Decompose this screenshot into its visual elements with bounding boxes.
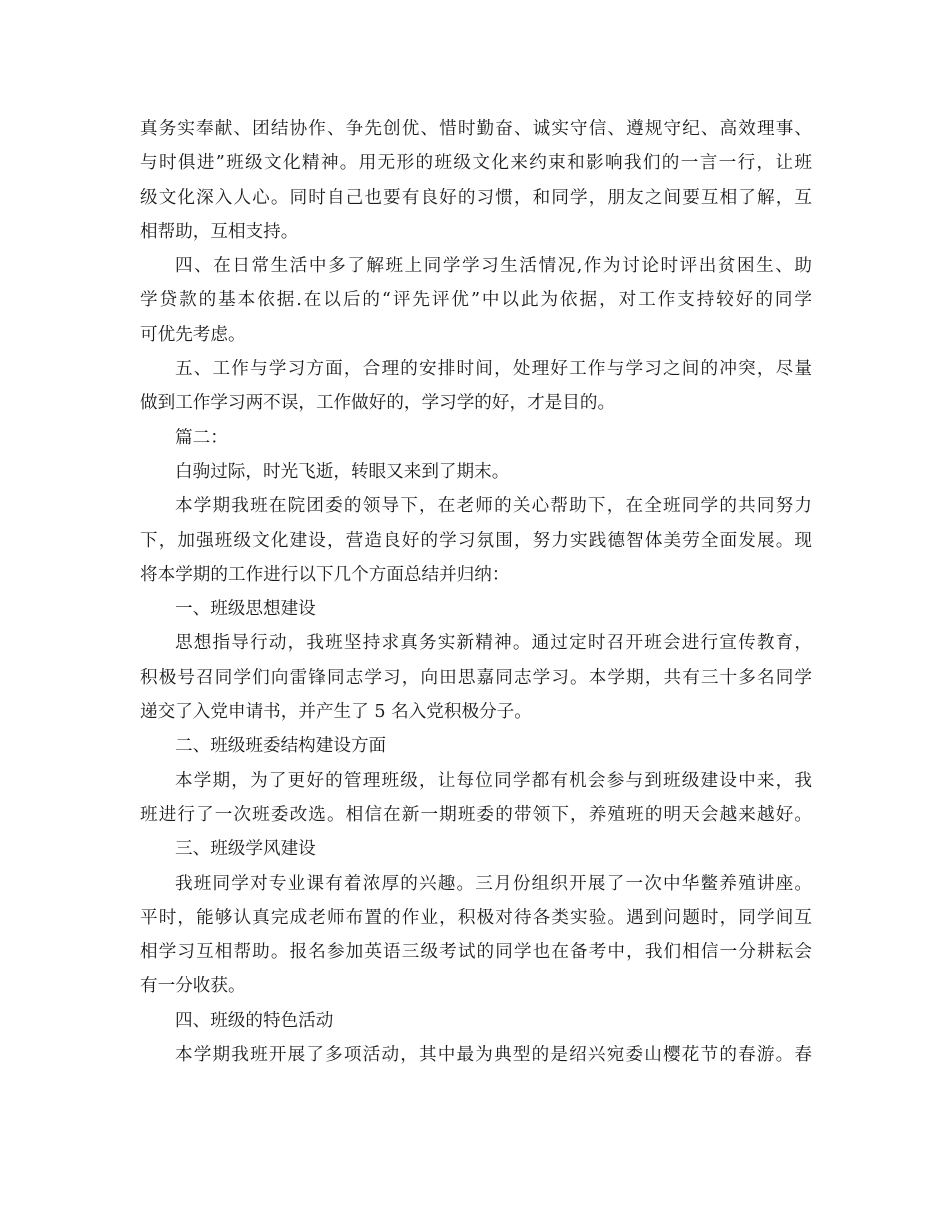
text-line: 真务实奉献、团结协作、争先创优、惜时勤奋、诚实守信、遵规守纪、高效理事、 — [140, 119, 812, 139]
text-line: 篇二： — [175, 427, 228, 448]
text-line: 级文化深入人心。同时自己也要有良好的习惯，和同学，朋友之间要互相了解，互 — [140, 187, 812, 208]
text-line: 与时俱进”班级文化精神。用无形的班级文化来约束和影响我们的一言一行，让班 — [140, 153, 812, 174]
text-line: 下，加强班级文化建设，营造良好的学习氛围，努力实践德智体美劳全面发展。现 — [140, 530, 812, 551]
text-line: 白驹过际，时光飞逝，转眼又来到了期末。 — [175, 461, 510, 482]
text-line: 平时，能够认真完成老师布置的作业，积极对待各类实验。遇到问题时，同学间互 — [140, 907, 812, 928]
text-line: 四、在日常生活中多了解班上同学学习生活情况,作为讨论时评出贫困生、助 — [175, 256, 812, 277]
text-line: 学贷款的基本依据.在以后的“评先评优”中以此为依据，对工作支持较好的同学 — [140, 290, 812, 311]
text-line: 可优先考虑。 — [140, 324, 246, 345]
text-line: 一、班级思想建设 — [175, 599, 316, 620]
text-line: 五、工作与学习方面，合理的安排时间，处理好工作与学习之间的冲突，尽量 — [175, 359, 812, 380]
text-line: 二、班级班委结构建设方面 — [175, 736, 387, 757]
text-line: 做到工作学习两不误，工作做好的，学习学的好，才是目的。 — [140, 393, 616, 414]
text-line: 相学习互相帮助。报名参加英语三级考试的同学也在备考中，我们相信一分耕耘会 — [140, 942, 812, 963]
text-line: 将本学期的工作进行以下几个方面总结并归纳： — [140, 564, 510, 585]
text-line: 本学期我班在院团委的领导下，在老师的关心帮助下，在全班同学的共同努力 — [175, 496, 812, 517]
text-line: 相帮助，互相支持。 — [140, 221, 299, 242]
text-line: 递交了入党申请书，并产生了 5 名入党积极分子。 — [140, 702, 532, 723]
text-line: 三、班级学风建设 — [175, 839, 316, 860]
text-line: 思想指导行动，我班坚持求真务实新精神。通过定时召开班会进行宣传教育， — [175, 633, 812, 654]
text-line: 四、班级的特色活动 — [175, 1010, 334, 1031]
text-line: 班进行了一次班委改选。相信在新一期班委的带领下，养殖班的明天会越来越好。 — [140, 804, 812, 825]
text-line: 本学期，为了更好的管理班级，让每位同学都有机会参与到班级建设中来，我 — [175, 770, 812, 791]
text-line: 有一分收获。 — [140, 976, 246, 997]
text-line: 积极号召同学们向雷锋同志学习，向田思嘉同志学习。本学期，共有三十多名同学 — [140, 667, 812, 688]
text-line: 我班同学对专业课有着浓厚的兴趣。三月份组织开展了一次中华鳖养殖讲座。 — [175, 873, 812, 894]
text-line: 本学期我班开展了多项活动，其中最为典型的是绍兴宛委山樱花节的春游。春 — [175, 1045, 812, 1066]
document-body — [140, 112, 812, 1072]
